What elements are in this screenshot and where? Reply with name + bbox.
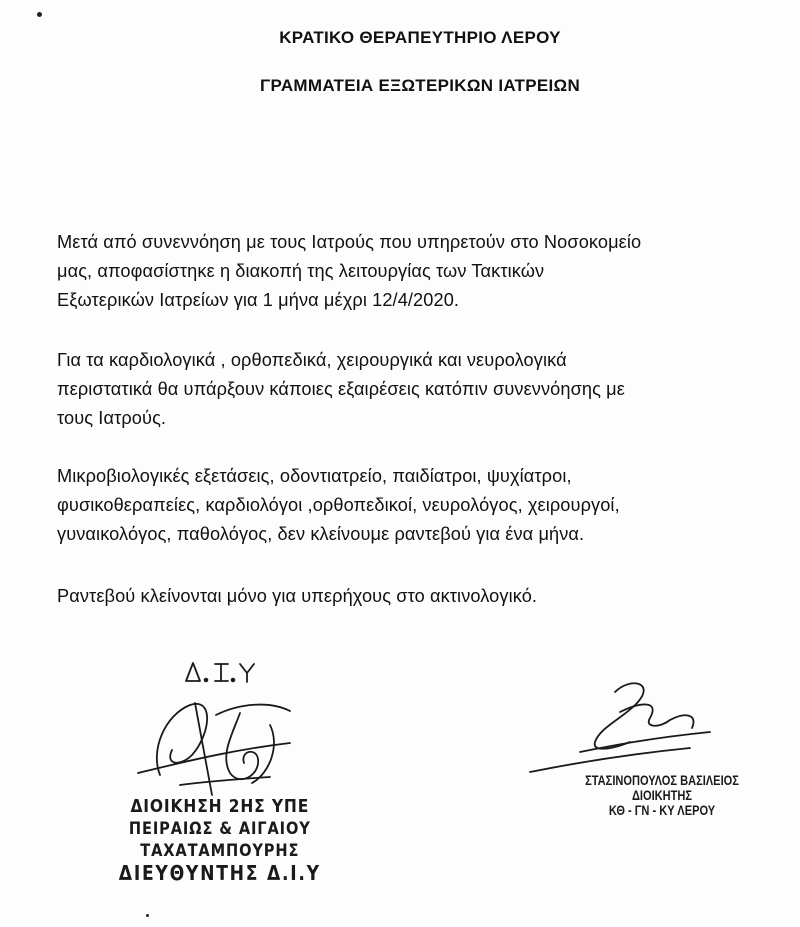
text-line: τους Ιατρούς. (57, 408, 167, 428)
stamp-line: ΔΙΕΥΘΥΝΤΗΣ Δ.Ι.Υ (118, 861, 321, 885)
text-line: Για τα καρδιολογικά , ορθοπεδικά, χειρουργικά και νευρολογικά (57, 350, 567, 370)
scan-speck (146, 914, 149, 917)
text-line: Ραντεβού κλείνονται μόνο για υπερήχους στο ακτινολογικό. (57, 586, 538, 606)
text-line: Εξωτερικών Ιατρείων για 1 μήνα μέχρι 12/4/2020. (57, 290, 460, 310)
text-line: Μικροβιολογικές εξετάσεις, οδοντιατρείο, παιδίατροι, ψυχίατροι, (57, 466, 572, 486)
document-subtitle: ΓΡΑΜΜΑΤΕΙΑ ΕΞΩΤΕΡΙΚΩΝ ΙΑΤΡΕΙΩΝ (259, 76, 581, 95)
left-handwritten-signature (120, 655, 360, 815)
right-handwritten-signature (520, 672, 770, 782)
text-line: γυναικολόγος, παθολόγος, δεν κλείνουμε ραντεβού για ένα μήνα. (57, 524, 585, 544)
text-line: φυσικοθεραπείες, καρδιολόγοι ,ορθοπεδικοί, νευρολόγος, χειρουργοί, (57, 495, 620, 515)
stamp-line: ΣΤΑΣΙΝΟΠΟΥΛΟΣ ΒΑΣΙΛΕΙΟΣ (585, 773, 739, 788)
document-title: ΚΡΑΤΙΚΟ ΘΕΡΑΠΕΥΤΗΡΙΟ ΛΕΡΟΥ (279, 28, 561, 47)
paragraph-services-closed (57, 462, 777, 549)
left-official-stamp (108, 796, 332, 884)
text-line: μας, αποφασίστηκε η διακοπή της λειτουργίας των Τακτικών (57, 261, 545, 281)
stamp-line: ΠΕΙΡΑΙΩΣ & ΑΙΓΑΙΟΥ (128, 819, 311, 839)
paragraph-closure-notice (57, 228, 777, 315)
stamp-line: ΤΑΧΑΤΑΜΠΟΥΡΗΣ (140, 841, 300, 861)
stamp-line: ΔΙΟΙΚΗΣΗ 2ΗΣ ΥΠΕ (130, 796, 310, 817)
right-official-stamp (580, 773, 744, 818)
stamp-line: ΔΙΟΙΚΗΤΗΣ (631, 788, 693, 803)
scan-speck (37, 12, 42, 17)
stamp-line: ΚΘ - ΓΝ - ΚΥ ΛΕΡΟΥ (608, 803, 716, 818)
paragraph-exceptions (57, 346, 777, 433)
text-line: Μετά από συνεννόηση με τους Ιατρούς που υπηρετούν στο Νοσοκομείο (57, 232, 642, 252)
paragraph-ultrasound-only (57, 582, 777, 611)
text-line: περιστατικά θα υπάρξουν κάποιες εξαιρέσεις κατόπιν συνεννόησης με (57, 379, 625, 399)
